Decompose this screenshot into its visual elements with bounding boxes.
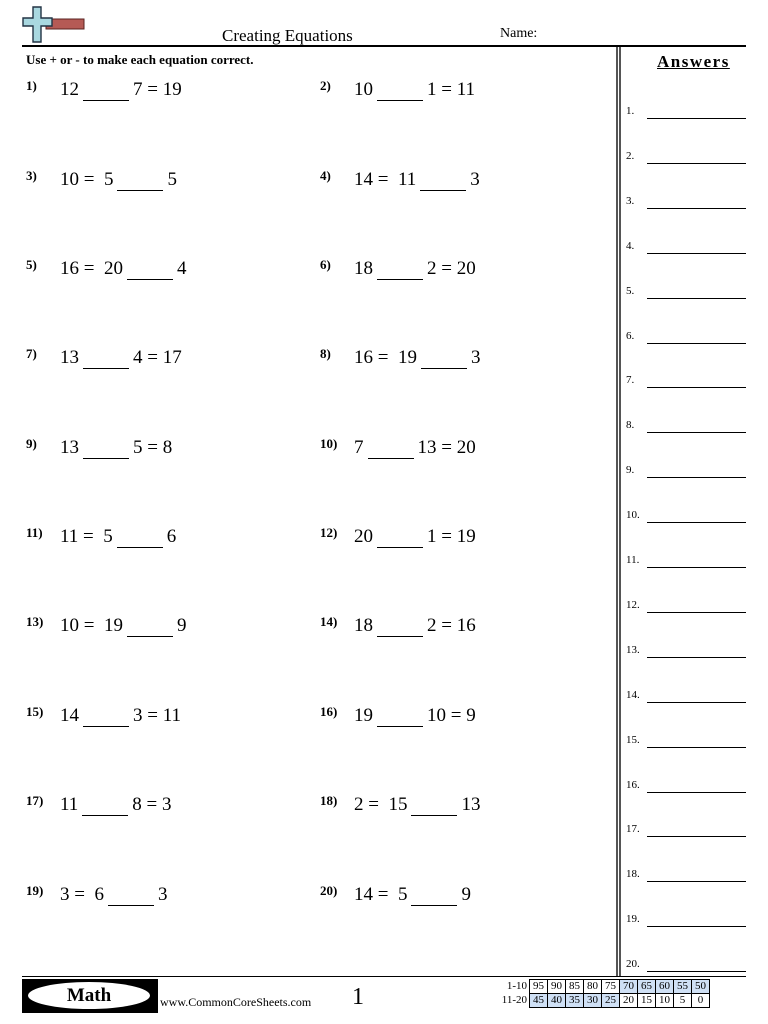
equation-right: 10 = 9 [427,705,476,726]
equation-right: 8 = 3 [132,794,172,815]
equation-left: 10 = 19 [60,615,123,636]
equation-left: 10 [354,79,373,100]
answer-row [626,236,748,256]
problem-equation [60,884,167,906]
problem-number: 11) [26,525,43,540]
problem-number: 10) [320,436,338,451]
answer-number: 3. [626,194,635,207]
answer-line[interactable] [647,612,746,613]
answers-title: Answers [657,52,730,71]
problem-equation [354,884,471,906]
equation-right: 3 [157,884,168,905]
equation-right: 9 [176,615,187,636]
header-rule [22,45,746,47]
problem-number: 1) [26,78,37,93]
answer-line[interactable] [647,343,746,344]
score-cell: 75 [602,980,620,994]
problem-number: 17) [26,793,44,808]
score-cell: 5 [674,994,692,1008]
problem-number: 7) [26,346,37,361]
operator-blank[interactable] [421,348,467,369]
problem-equation [354,794,480,816]
logo-icon [22,6,86,48]
problem-number: 6) [320,257,331,272]
footer-rule [22,976,746,977]
equation-right: 2 = 16 [427,615,476,636]
score-cell: 95 [530,980,548,994]
problem-number: 2) [320,78,331,93]
answer-number: 12. [626,598,640,611]
score-row-label: 11-20 [501,994,527,1006]
score-table [499,979,710,1008]
operator-blank[interactable] [411,795,457,816]
equation-right: 1 = 11 [427,79,476,100]
page-number: 1 [352,984,364,1010]
answer-row [626,954,748,974]
problem-equation [60,347,182,369]
equation-left: 14 = 11 [354,169,417,190]
score-cell: 70 [620,980,638,994]
answer-line[interactable] [647,702,746,703]
operator-blank[interactable] [377,527,423,548]
answer-number: 17. [626,823,640,836]
problem-number: 4) [320,168,331,183]
equation-right: 5 [167,169,177,190]
answer-row [626,505,748,525]
answer-row [626,909,748,929]
answer-number: 18. [626,868,640,881]
score-cell: 15 [638,994,656,1008]
equation-right: 13 = 20 [417,437,476,458]
problem-number: 12) [320,525,338,540]
score-row [499,980,710,994]
name-label: Name: [500,26,538,41]
equation-right: 9 [461,884,471,905]
equation-right: 7 = 19 [133,79,182,100]
problem-equation [60,437,172,459]
answer-column-divider [616,47,621,976]
score-row-label: 1-10 [506,980,527,992]
operator-blank[interactable] [83,348,129,369]
score-cell: 20 [620,994,638,1008]
equation-left: 18 [354,258,373,279]
math-badge [22,979,158,1013]
score-cell: 30 [584,994,602,1008]
equation-left: 13 [60,437,79,458]
answer-number: 15. [626,733,640,746]
equation-left: 16 = 19 [354,347,417,368]
problem-equation [60,526,176,548]
problem-equation [354,79,475,101]
answer-row [626,730,748,750]
answer-row [626,685,748,705]
answer-number: 13. [626,643,640,656]
problem-equation [60,615,186,637]
answer-row [626,595,748,615]
score-cell: 60 [656,980,674,994]
problem-equation [354,615,476,637]
equation-left: 14 = 5 [354,884,408,905]
equation-right: 1 = 19 [427,526,476,547]
answer-row [626,370,748,390]
score-cell: 45 [530,994,548,1008]
equation-left: 13 [60,347,79,368]
problem-equation [354,437,476,459]
operator-blank[interactable] [127,616,173,637]
answer-row [626,326,748,346]
answer-number: 4. [626,239,635,252]
answer-line[interactable] [647,387,746,388]
equation-left: 10 = 5 [60,169,114,190]
math-badge-label: Math [28,982,150,1009]
answer-line[interactable] [647,298,746,299]
operator-blank[interactable] [83,80,129,101]
equation-left: 2 = 15 [354,794,408,815]
equation-right: 13 [461,794,481,815]
equation-right: 4 = 17 [133,347,182,368]
answer-number: 16. [626,778,640,791]
operator-blank[interactable] [420,170,466,191]
equation-left: 3 = 6 [60,884,104,905]
problem-number: 13) [26,614,44,629]
equation-left: 11 [60,794,79,815]
problem-equation [354,526,476,548]
operator-blank[interactable] [377,706,423,727]
operator-blank[interactable] [83,438,129,459]
answer-row [626,415,748,435]
operator-blank[interactable] [117,527,163,548]
problem-equation [60,169,177,191]
answer-number: 6. [626,329,635,342]
answer-row [626,146,748,166]
answer-line[interactable] [647,118,746,119]
problem-number: 3) [26,168,37,183]
problem-equation [354,258,476,280]
answer-line[interactable] [647,792,746,793]
answer-number: 2. [626,149,635,162]
answer-line[interactable] [647,163,746,164]
answer-line[interactable] [647,208,746,209]
answer-row [626,819,748,839]
problem-equation [60,705,181,727]
answer-line[interactable] [647,657,746,658]
operator-blank[interactable] [82,795,128,816]
equation-right: 3 = 11 [133,705,182,726]
answer-line[interactable] [647,881,746,882]
answer-number: 19. [626,913,640,926]
operator-blank[interactable] [127,259,173,280]
equation-left: 12 [60,79,79,100]
answer-number: 7. [626,374,635,387]
score-cell: 80 [584,980,602,994]
problem-number: 8) [320,346,331,361]
answer-line[interactable] [647,567,746,568]
answer-line[interactable] [647,432,746,433]
answer-line[interactable] [647,971,746,972]
website-link[interactable]: www.CommonCoreSheets.com [160,995,312,1009]
answer-line[interactable] [647,477,746,478]
answer-number: 11. [626,554,640,566]
equation-right: 2 = 20 [427,258,476,279]
problem-equation [60,79,182,101]
problem-number: 20) [320,883,338,898]
score-cell: 0 [692,994,710,1008]
operator-blank[interactable] [377,616,423,637]
instructions: Use + or - to make each equation correct. [26,52,254,67]
equation-right: 3 [470,169,480,190]
problem-equation [354,705,476,727]
operator-blank[interactable] [411,885,457,906]
problem-number: 9) [26,436,37,451]
equation-left: 19 [354,705,373,726]
score-cell: 85 [566,980,584,994]
answer-number: 20. [626,958,640,971]
problem-number: 16) [320,704,338,719]
equation-left: 16 = 20 [60,258,123,279]
problem-number: 14) [320,614,338,629]
equation-left: 20 [354,526,373,547]
answer-row [626,281,748,301]
answer-row [626,460,748,480]
answer-row [626,191,748,211]
answer-line[interactable] [647,836,746,837]
answer-line[interactable] [647,747,746,748]
answer-line[interactable] [647,253,746,254]
equation-right: 6 [166,526,177,547]
score-cell: 50 [692,980,710,994]
answer-number: 8. [626,419,635,432]
problem-equation [60,794,172,816]
operator-blank[interactable] [83,706,129,727]
answer-row [626,775,748,795]
problem-number: 15) [26,704,44,719]
problem-equation [354,169,480,191]
problem-equation [354,347,480,369]
answer-line[interactable] [647,522,746,523]
operator-blank[interactable] [117,170,163,191]
equation-left: 7 [354,437,364,458]
equation-left: 11 = 5 [60,526,113,547]
score-cell: 65 [638,980,656,994]
answer-number: 9. [626,464,635,477]
problem-number: 5) [26,257,37,272]
operator-blank[interactable] [368,438,414,459]
score-row [499,994,710,1008]
score-cell: 90 [548,980,566,994]
answer-number: 5. [626,284,635,297]
problem-number: 19) [26,883,44,898]
operator-blank[interactable] [377,259,423,280]
answer-row [626,864,748,884]
equation-right: 5 = 8 [133,437,173,458]
equation-left: 18 [354,615,373,636]
answer-number: 10. [626,509,640,522]
answer-number: 1. [626,105,635,117]
answer-line[interactable] [647,926,746,927]
operator-blank[interactable] [108,885,154,906]
problem-number: 18) [320,793,338,808]
equation-right: 4 [176,258,187,279]
answer-number: 14. [626,688,640,701]
answer-row [626,550,748,570]
score-cell: 40 [548,994,566,1008]
page-title: Creating Equations [222,26,353,45]
problem-equation [60,258,186,280]
score-cell: 10 [656,994,674,1008]
operator-blank[interactable] [377,80,423,101]
score-cell: 25 [602,994,620,1008]
score-cell: 35 [566,994,584,1008]
equation-right: 3 [470,347,481,368]
score-cell: 55 [674,980,692,994]
answer-row [626,101,748,121]
answer-row [626,640,748,660]
equation-left: 14 [60,705,79,726]
